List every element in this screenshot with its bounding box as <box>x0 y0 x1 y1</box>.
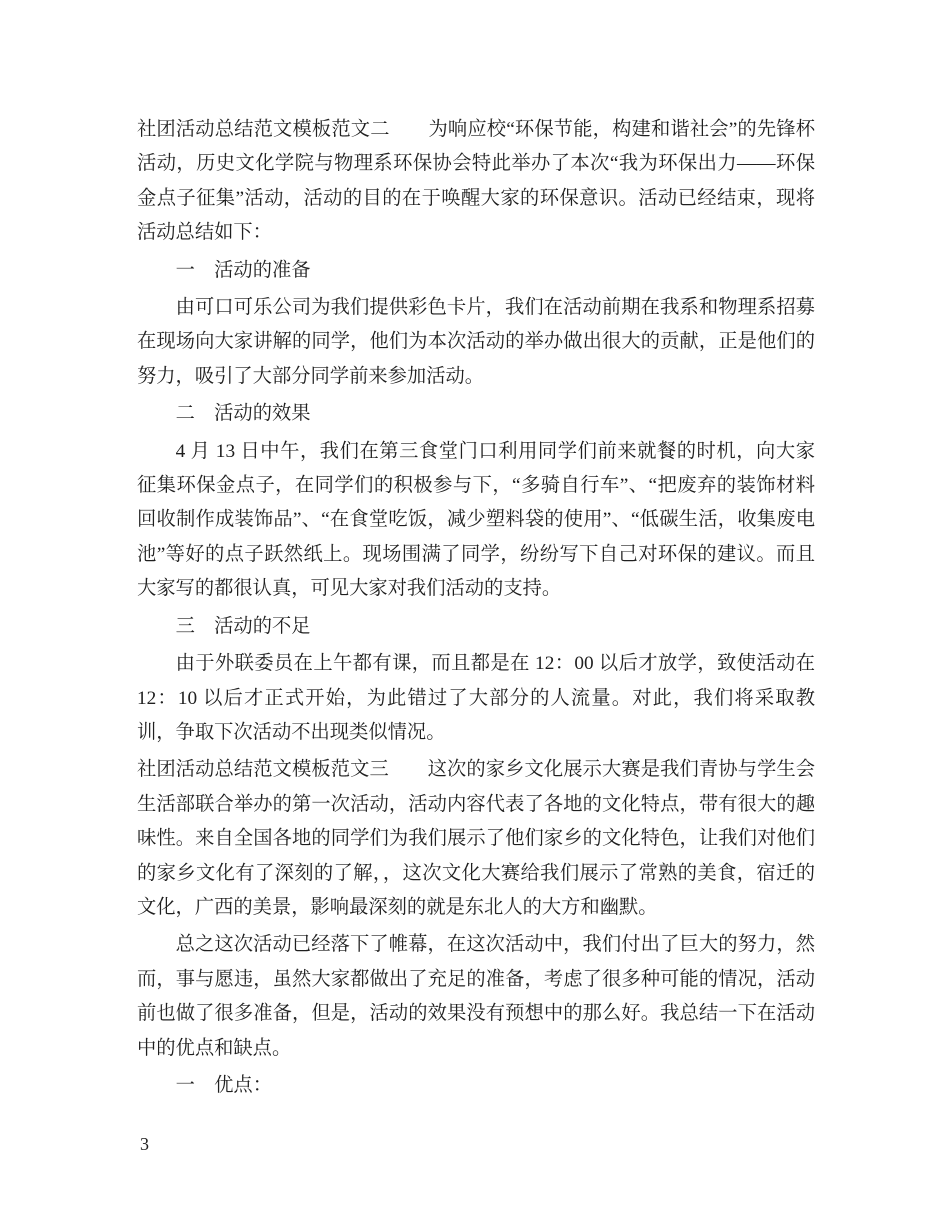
paragraph-template2-intro: 社团活动总结范文模板范文二 为响应校“环保节能，构建和谐社会”的先锋杯活动，历史文化学院与物理系环保协会特此举办了本次“我为环保出力——环保金点子征集”活动，活动的目的在于唤醒大家的环保意识。活动已经结束，现将活动总结如下： <box>137 119 815 244</box>
paragraph-shortage: 由于外联委员在上午都有课，而且都是在 12：00 以后才放学，致使活动在 12：10 以后才正式开始，为此错过了大部分的人流量。对此，我们将采取教训，争取下次活动不出现类似情况。 <box>137 653 815 743</box>
paragraph-summary: 总之这次活动已经落下了帷幕，在这次活动中，我们付出了巨大的努力，然而，事与愿违，虽然大家都做出了充足的准备，考虑了很多种可能的情况，活动前也做了很多准备，但是，活动的效果没有预想中的那么好。我总结一下在活动中的优点和缺点。 <box>137 934 815 1059</box>
paragraph-preparation: 由可口可乐公司为我们提供彩色卡片，我们在活动前期在我系和物理系招募在现场向大家讲解的同学，他们为本次活动的举办做出很大的贡献，正是他们的努力，吸引了大部分同学前来参加活动。 <box>137 297 815 387</box>
paragraph-template3-intro: 社团活动总结范文模板范文三 这次的家乡文化展示大赛是我们青协与学生会生活部联合举办的第一次活动，活动内容代表了各地的文化特点，带有很大的趣味性。来自全国各地的同学们为我们展示了他们家乡的文化特色，让我们对他们的家乡文化有了深刻的了解，，这次文化大赛给我们展示了常熟的美食，宿迁的文化，广西的美景，影响最深刻的就是东北人的大方和幽默。 <box>137 759 815 918</box>
paragraph-effect: 4 月 13 日中午，我们在第三食堂门口利用同学们前来就餐的时机，向大家征集环保金点子，在同学们的积极参与下，“多骑自行车”、“把废弃的装饰材料回收制作成装饰品”、“在食堂吃饭，减少塑料袋的使用”、“低碳生活，收集废电池”等好的点子跃然纸上。现场围满了同学，纷纷写下自己对环保的建议。而且大家写的都很认真，可见大家对我们活动的支持。 <box>137 440 815 600</box>
heading-section-1-prep: 一 活动的准备 <box>175 259 311 281</box>
heading-section-3-shortage: 三 活动的不足 <box>175 615 311 637</box>
page-number: 3 <box>140 1134 149 1154</box>
heading-advantages: 一 优点： <box>175 1074 272 1096</box>
document-content <box>137 113 815 1103</box>
heading-section-2-effect: 二 活动的效果 <box>175 403 311 425</box>
